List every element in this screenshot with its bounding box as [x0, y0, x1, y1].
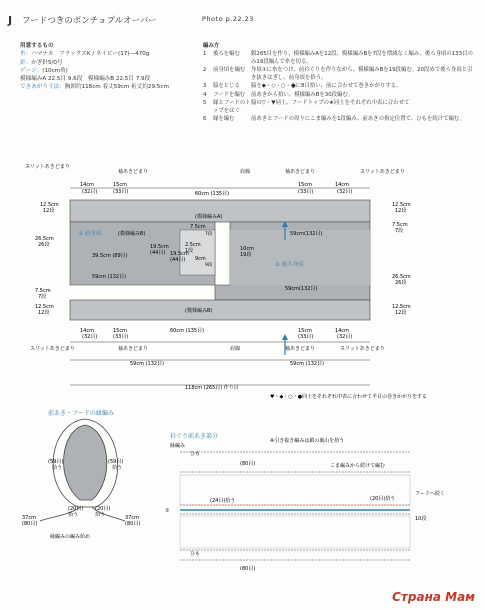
chart-note: こま編みから続けて編む: [330, 463, 386, 469]
left-dim: 7段: [38, 294, 47, 300]
chart-label: ひも: [190, 451, 201, 457]
bottom-dim: (32目): [337, 334, 353, 340]
left-dim: 12段: [38, 310, 50, 316]
back-inner: 59cm(132目): [285, 286, 318, 292]
right-dim: 7.5cm: [392, 222, 408, 228]
back-inner: 59cm(132目): [290, 231, 323, 237]
left-dim: 12段: [43, 208, 55, 214]
chart-label: ①: [165, 508, 170, 514]
back-body-label: ① 後ろ身頃: [275, 262, 304, 268]
front-inner: 39.5cm (89目): [92, 253, 128, 259]
pattern-a-top: (模様編みA): [195, 214, 223, 220]
left-dim: 12.5cm: [40, 202, 59, 208]
front-inner: 59cm (132目): [92, 274, 127, 280]
step-3: 3 脇をとじる 脇を◆・◇・○・●に8目拾い、前に合わせて巻きかがりする。: [203, 83, 402, 90]
top-sleeve-label-left: 袖あきどまり: [118, 169, 149, 175]
material-line: 針：かぎ針5/0号: [20, 59, 63, 66]
chart-sub: 縁編み: [170, 443, 186, 449]
front-inner: 7段: [205, 232, 213, 237]
bottom-dim: (32目): [82, 334, 98, 340]
dim: 14cm: [335, 182, 349, 188]
right-dim: 7段: [395, 228, 404, 234]
front-inner: 7.5cm: [190, 224, 206, 230]
photo-reference: Photo p.22,23: [202, 15, 254, 23]
hood-label: 拾う: [112, 465, 123, 471]
bottom-dim: 60cm (135目): [170, 328, 205, 334]
chart-label: 10段: [415, 516, 427, 522]
hood-label: 拾う: [68, 512, 79, 518]
material-line: できあがり寸法：胸囲約118cm 着丈59cm 裄丈約29.5cm: [20, 84, 169, 91]
material-line: ゲージ：(10cm角): [20, 67, 68, 74]
dim: (33目): [298, 189, 314, 195]
left-dim: 12.5cm: [35, 304, 54, 310]
hood-caption: 縁編みの編み始め: [50, 534, 91, 540]
front-inner: 2.5cm: [185, 242, 201, 248]
left-dim: 26.5cm: [35, 236, 54, 242]
bottom-label: スリットあきどまり: [340, 346, 385, 352]
material-line: 糸：ハマナカ フラックスK / ネイビー(17)―470g: [20, 51, 150, 58]
dim: (32目): [337, 189, 353, 195]
chart-label: (24目)拾う: [210, 498, 236, 504]
bottom-label: スリットあきどまり: [30, 346, 75, 352]
materials-block: [20, 42, 185, 92]
front-inner: 19.5cm: [150, 244, 169, 250]
back-inner: 19段: [240, 252, 252, 258]
hood-label: 拾う: [95, 512, 106, 518]
dim: 15cm: [113, 182, 127, 188]
stitch-chart: [160, 430, 480, 580]
front-inner: 1段: [185, 248, 194, 254]
left-dim: 26段: [38, 242, 50, 248]
right-dim: 12.5cm: [392, 304, 411, 310]
chart-title: 衿ぐり前あき部分: [170, 433, 219, 440]
hood-label: (80目): [125, 521, 141, 527]
hood-label: (80目): [22, 521, 38, 527]
instructions-heading: 編み方: [203, 43, 220, 49]
hood-label: (20目): [95, 506, 111, 512]
hood-label: 拾う: [52, 465, 63, 471]
step-5: 5 縁とフードのトップをはぐ 脇の▽・▼同士、フードトップの★同士をそれぞれ中表に合わせて: [203, 99, 410, 114]
top-slit-label-left: スリットあきどまり: [25, 164, 70, 170]
sewing-note: ♥・◆・○・●同士をそれぞれ中表に合わせて半目の巻きかがりをする: [270, 394, 428, 400]
chart-label: (80目): [240, 566, 256, 572]
right-dim: 12.5cm: [392, 202, 411, 208]
hood-title: 前あき・フードの縁編み: [48, 410, 114, 417]
chart-note: ※引き抜き編みは鎖の裏山を拾う: [270, 438, 345, 444]
bottom-dim: 15cm: [298, 328, 312, 334]
front-inner: 9cm: [195, 256, 206, 262]
chart-label: フードへ続く: [415, 491, 445, 497]
bottom-label: 肩線: [230, 346, 241, 352]
step-4: 4 フードを編む 前あきから拾い、模様編みBを30段編む。: [203, 91, 354, 98]
step-1: 1 後ろを編む 鎖265目を作り、模様編みAを12段、模様編みBを7段を増減なく編み、後ろ身頃の133目のみ19段編んで糸を切る。: [203, 51, 473, 66]
bottom-dim: (33目): [298, 334, 314, 340]
chart-label: ひも: [190, 551, 201, 557]
bottom-dim: 14cm: [335, 328, 349, 334]
bottom-dim: (33目): [113, 334, 129, 340]
left-dim: 7.5cm: [35, 288, 51, 294]
back-inner: 10cm: [240, 246, 254, 252]
step-6: 6 縁を編む 前あきとフードの周りにこま編みを1段編み、前あきの指定位置で、ひもを続けて編む。: [203, 115, 465, 122]
top-shoulder-label: 肩線: [240, 169, 251, 175]
materials-heading: 用意するもの: [20, 43, 54, 49]
bottom-dim: 14cm: [80, 328, 94, 334]
right-dim: 12段: [395, 310, 407, 316]
top-sleeve-label-right: 袖あきどまり: [285, 169, 316, 175]
dim: (33目): [113, 189, 129, 195]
material-line: 模様編みA 22.5目 9.6段 模様編みB 22.5目 7.9段: [20, 76, 151, 83]
front-inner: 9段: [205, 263, 213, 268]
right-dim: 26.5cm: [392, 274, 411, 280]
chart-label: (20目)拾う: [370, 496, 396, 502]
step-2: 2 前身頃を編む 身頃①に糸をつけ、前衿ぐりを作りながら、模様編みBを19段編む。20段めで後ろ身頃と引き抜きはぎし、前身頃を拾う。: [203, 67, 473, 82]
dim: 15cm: [298, 182, 312, 188]
hood-label: (20目): [68, 506, 84, 512]
top-slit-label-right: スリットあきどまり: [360, 169, 405, 175]
schematic-diagram: [0, 160, 485, 400]
watermark: Страна Мам: [392, 590, 475, 604]
hood-diagram: [0, 405, 160, 545]
dim: 60cm (135目): [195, 191, 230, 197]
dim: (32目): [82, 189, 98, 195]
chart-label: (80目): [240, 461, 256, 467]
bottom-label: 袖あきどまり: [285, 346, 316, 352]
front-inner: 19.5cm: [170, 251, 189, 257]
front-inner: (44目): [170, 257, 186, 263]
right-dim: 26段: [395, 280, 407, 286]
bottom-row: 59cm (132目): [130, 361, 165, 367]
dim: 14cm: [80, 182, 94, 188]
hood-label: 37cm: [22, 515, 36, 521]
hood-label: 37cm: [125, 515, 139, 521]
right-dim: 12段: [395, 208, 407, 214]
hood-label: (59目): [108, 459, 124, 465]
hood-label: (59目): [48, 459, 64, 465]
bottom-dim: 15cm: [113, 328, 127, 334]
front-inner: (44目): [150, 250, 166, 256]
pattern-letter: J: [8, 14, 13, 27]
front-body-label: ② 前身頃: [78, 231, 102, 237]
pattern-title: フードつきのポンチョプルオーバー: [22, 16, 157, 26]
pattern-b-front: (模様編みB): [118, 231, 146, 237]
foundation-label: 118cm (265目) 作り目: [185, 385, 239, 391]
bottom-row: 59cm (132目): [290, 361, 325, 367]
bottom-label: 袖あきどまり: [118, 346, 149, 352]
instructions-block: [203, 42, 475, 123]
pattern-b-bottom: (模様編みB): [185, 308, 213, 314]
